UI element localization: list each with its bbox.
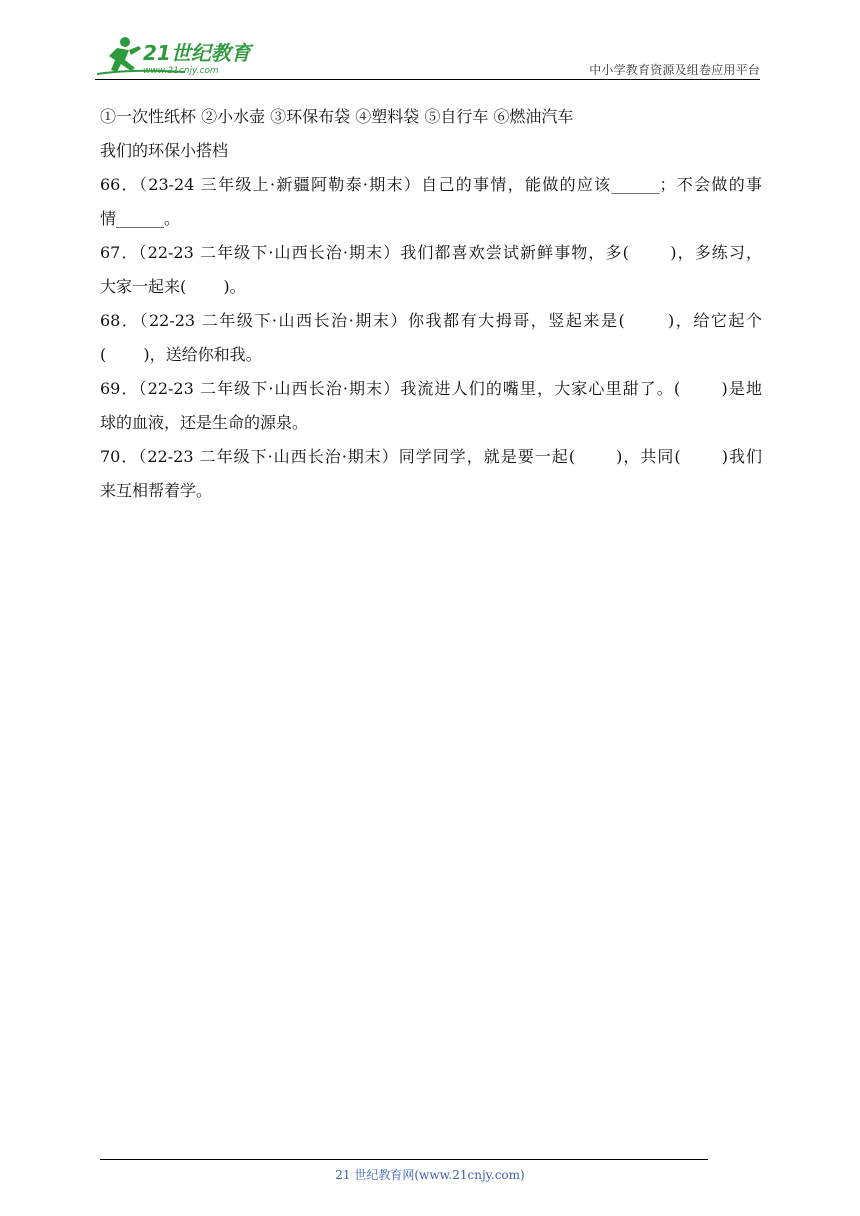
footer-text: 21 世纪教育网(www.21cnjy.com) xyxy=(335,1168,525,1182)
platform-title: 中小学教育资源及组卷应用平台 xyxy=(589,63,760,77)
logo-url: www.21cnjy.com xyxy=(143,66,219,76)
header-divider xyxy=(95,79,760,80)
logo-text: 21世纪教育 xyxy=(143,41,251,65)
question-67-line-2: 大家一起来( )。 xyxy=(100,277,246,296)
question-content xyxy=(100,100,762,508)
question-67-line-1: 67．（22-23 二年级下·山西长治·期末）我们都喜欢尝试新鲜事物，多( )，多练习， xyxy=(100,243,762,262)
question-70-line-2: 来互相帮着学。 xyxy=(100,481,213,500)
question-68-line-2: ( )，送给你和我。 xyxy=(100,345,262,364)
question-68-line-1: 68．（22-23 二年级下·山西长治·期末）你我都有大拇哥，竖起来是( )，给它起个 xyxy=(100,311,762,330)
options-line: ①一次性纸杯 ②小水壶 ③环保布袋 ④塑料袋 ⑤自行车 ⑥燃油汽车 xyxy=(100,107,574,126)
footer-divider xyxy=(100,1159,708,1160)
question-69-line-1: 69．（22-23 二年级下·山西长治·期末）我流进人们的嘴里，大家心里甜了。( )是地 xyxy=(100,379,762,398)
question-66-line-1: 66．（23-24 三年级上·新疆阿勒泰·期末）自己的事情，能做的应该______；不会做的事 xyxy=(100,175,762,194)
question-70-line-1: 70．（22-23 二年级下·山西长治·期末）同学同学，就是要一起( )，共同( )我们 xyxy=(100,447,762,466)
answer-label-line: 我们的环保小搭档 xyxy=(100,141,229,160)
page-header xyxy=(95,34,760,80)
question-69-line-2: 球的血液，还是生命的源泉。 xyxy=(100,413,309,432)
logo-21cnjy xyxy=(95,34,265,78)
question-66-line-2: 情______。 xyxy=(100,209,181,228)
